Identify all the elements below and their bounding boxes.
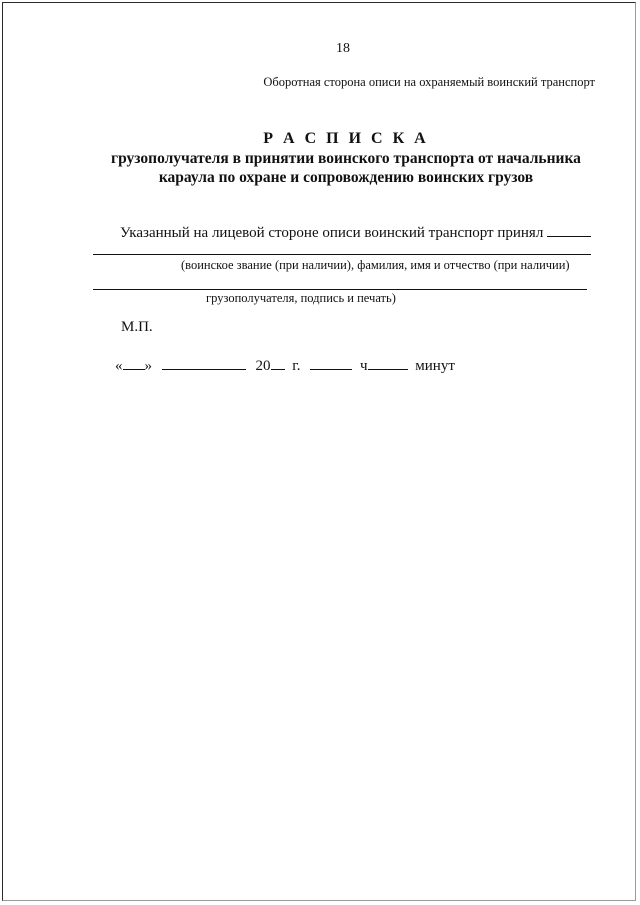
document-title: Р А С П И С К А (263, 130, 429, 147)
accepted-statement (120, 222, 591, 242)
signature-line-1 (93, 254, 591, 255)
date-open-quote: « (115, 358, 123, 374)
document-page (2, 2, 636, 901)
page-caption: Оборотная сторона описи на охраняемый воинский транспорт (263, 75, 595, 89)
accepted-text: Указанный на лицевой стороне описи воинский транспорт принял (120, 225, 544, 241)
signature-note-line1: (воинское звание (при наличии), фамилия, имя и отчество (при наличии) (181, 258, 570, 272)
minutes-blank-field (368, 355, 408, 370)
minutes-label: минут (415, 358, 455, 374)
hours-label: ч (359, 358, 368, 374)
date-time-row (115, 355, 455, 375)
year-suffix: г. (292, 358, 301, 374)
year-prefix: 20 (255, 358, 271, 374)
year-blank-field (271, 355, 285, 370)
day-blank-field (123, 355, 145, 370)
document-subtitle-line1: грузополучателя в принятии воинского транспорта от начальника (111, 150, 581, 167)
hours-blank-field (310, 355, 352, 370)
document-subtitle-line2: караула по охране и сопровождению воинских грузов (158, 169, 534, 186)
page-number: 18 (336, 41, 350, 56)
signature-line-2 (93, 289, 587, 290)
signature-note-line2: грузополучателя, подпись и печать) (206, 291, 396, 305)
stamp-label: М.П. (121, 319, 153, 335)
month-blank-field (162, 355, 246, 370)
accepted-blank-field (547, 222, 591, 237)
date-close-quote: » (144, 358, 152, 374)
